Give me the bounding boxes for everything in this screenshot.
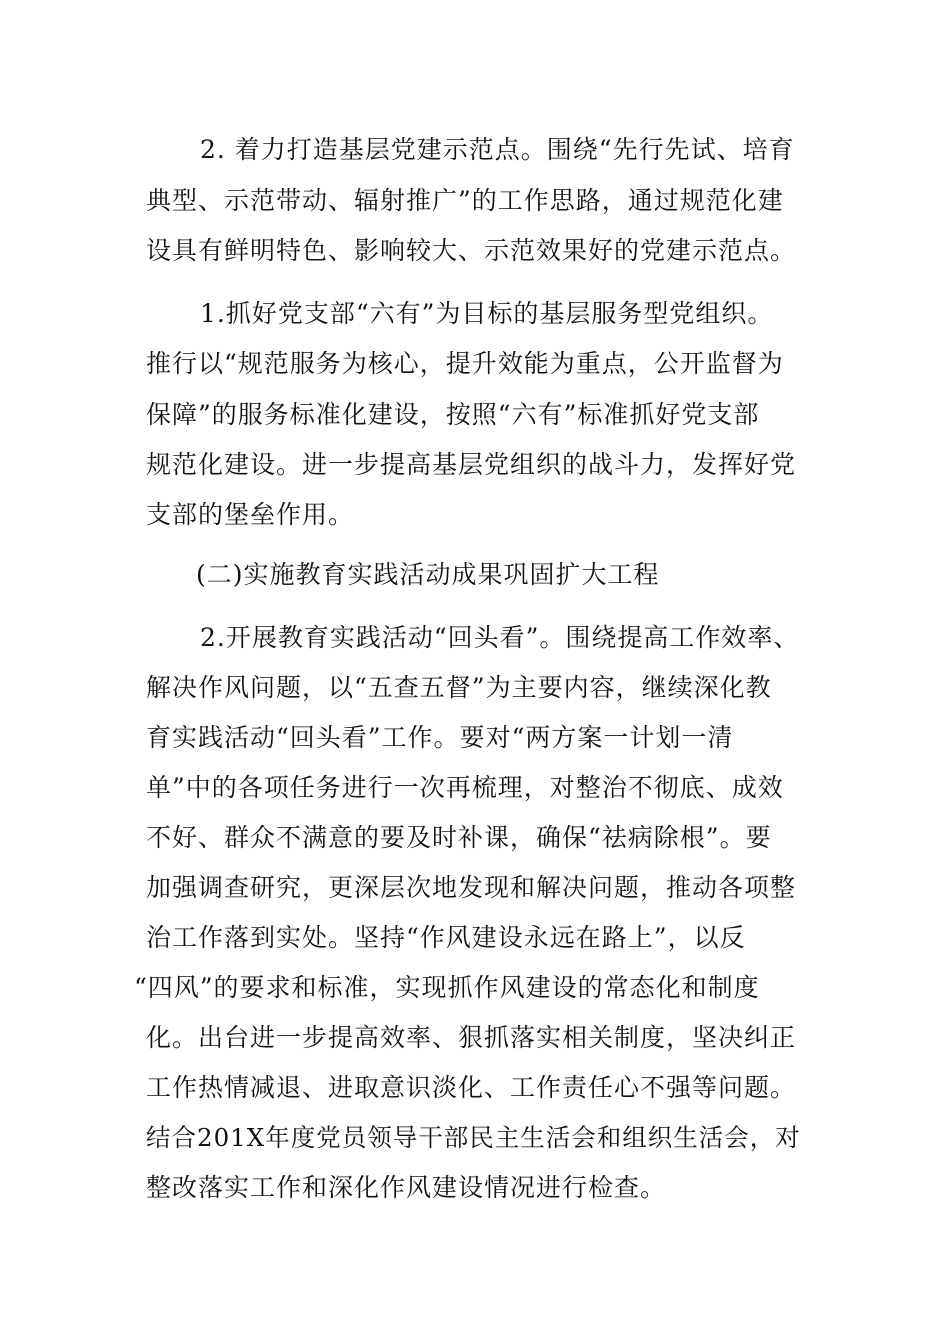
- text-line-17: “四风”的要求和标准，实现抓作风建设的常态化和制度: [134, 973, 760, 1002]
- text-line-4: 1.抓好党支部“六有”为目标的基层服务型党组织。: [200, 299, 774, 328]
- text-line-10: 2.开展教育实践活动“回头看”。围绕提高工作效率、: [200, 623, 800, 652]
- section-heading: (二)实施教育实践活动成果巩固扩大工程: [196, 560, 660, 589]
- text-line-13: 单”中的各项任务进行一次再梳理，对整治不彻底、成效: [146, 773, 784, 802]
- text-line-18: 化。出台进一步提高效率、狠抓落实相关制度，坚决纠正: [146, 1023, 797, 1052]
- text-line-21: 整改落实工作和深化作风建设情况进行检查。: [146, 1173, 667, 1202]
- text-line-20: 结合201X年度党员领导干部民主生活会和组织生活会，对: [146, 1123, 801, 1152]
- text-line-12: 育实践活动“回头看”工作。要对“两方案一计划一清: [146, 723, 734, 752]
- text-line-7: 规范化建设。进一步提高基层党组织的战斗力，发挥好党: [146, 450, 797, 479]
- text-line-3: 设具有鲜明特色、影响较大、示范效果好的党建示范点。: [146, 236, 797, 265]
- text-line-19: 工作热情减退、进取意识淡化、工作责任心不强等问题。: [146, 1073, 797, 1102]
- text-line-15: 加强调查研究，更深层次地发现和解决问题，推动各项整: [146, 873, 797, 902]
- text-line-8: 支部的堡垒作用。: [146, 500, 355, 529]
- text-line-11: 解决作风问题，以“五查五督”为主要内容，继续深化教: [146, 673, 772, 702]
- text-line-6: 保障”的服务标准化建设，按照“六有”标准抓好党支部: [146, 400, 760, 429]
- text-line-2: 典型、示范带动、辐射推广”的工作思路，通过规范化建: [146, 186, 784, 215]
- text-line-1: 2. 着力打造基层党建示范点。围绕“先行先试、培育: [200, 135, 795, 164]
- text-line-5: 推行以“规范服务为核心，提升效能为重点，公开监督为: [146, 349, 784, 378]
- text-line-16: 治工作落到实处。坚持“作风建设永远在路上”，以反: [146, 923, 746, 952]
- text-line-14: 不好、群众不满意的要及时补课，确保“祛病除根”。要: [146, 823, 772, 852]
